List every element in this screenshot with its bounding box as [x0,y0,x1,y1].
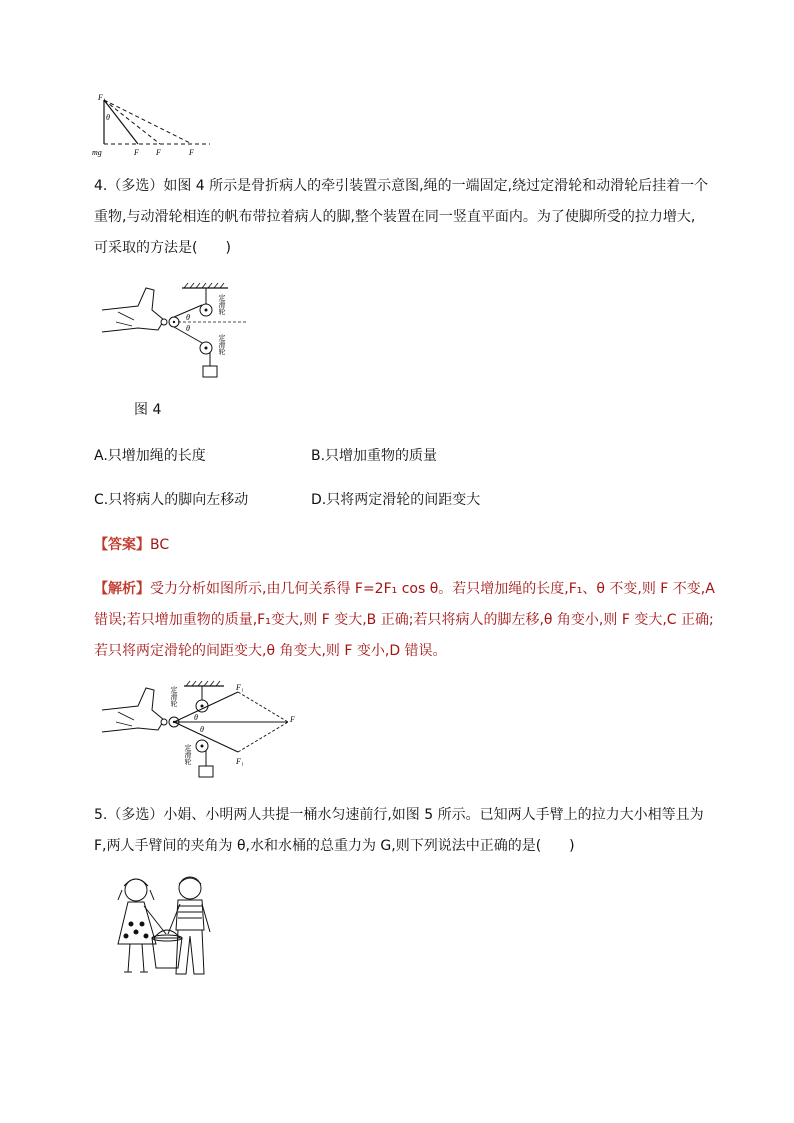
fig2-f: F [290,715,295,724]
option-a: A.只增加绳的长度 [94,448,206,464]
fig2-theta-a: θ [194,713,198,722]
fig4-label-pulley-bottom: 定滑轮 [218,334,226,355]
analysis-tag: 【解析】 [94,581,150,597]
label-theta: θ [106,113,110,122]
analysis-line-3: 若只将两定滑轮的间距变大,θ 角变大,则 F 变小,D 错误。 [94,643,447,659]
analysis-line-2: 错误;若只增加重物的质量,F₁变大,则 F 变大,B 正确;若只将病人的脚左移,θ 角变小,则 F 变大,C 正确; [94,612,714,628]
option-c: C.只将病人的脚向左移动 [94,492,249,508]
force-diagram-top [90,92,220,160]
label-f-c: F [189,148,194,157]
fig2-theta-b: θ [200,725,204,734]
q4-line-2: 重物,与动滑轮相连的帆布带拉着病人的脚,整个装置在同一竖直平面内。为了使脚所受的拉力增大, [94,209,696,225]
analysis-line-1 [94,575,715,603]
answer-tag: 【答案】 [94,537,150,553]
figure-force-analysis [98,680,308,780]
fig4-theta-b: θ [186,324,190,333]
figure-4-traction-device [98,280,268,380]
analysis-text-1: 受力分析如图所示,由几何关系得 F=2F₁ cos θ。若只增加绳的长度,F₁、θ 不变,则 F 不变,A [150,581,715,597]
q4-line-3: 可采取的方法是( ) [94,240,231,256]
option-b: B.只增加重物的质量 [311,448,438,464]
fig2-f1-top: F₁ [236,683,244,692]
answer-line [94,531,169,559]
fig2-label-pulley-top: 定滑轮 [170,686,178,707]
option-d: D.只将两定滑轮的间距变大 [311,492,481,508]
figure-5-children-bucket [110,872,230,987]
q5-line-2: F,两人手臂间的夹角为 θ,水和水桶的总重力为 G,则下列说法中正确的是( ) [94,838,575,854]
label-f-a: F [134,148,139,157]
label-mg: mg [92,148,102,157]
fig2-label-pulley-bottom: 定滑轮 [184,744,192,765]
label-f1: F₁ [98,93,106,102]
answer-value: BC [150,537,170,553]
q4-line-1: 4.（多选）如图 4 所示是骨折病人的牵引装置示意图,绳的一端固定,绕过定滑轮和动滑轮后挂着一个 [94,178,709,194]
fig2-f1-bottom: F₁ [236,757,244,766]
fig4-label-pulley-top: 定滑轮 [218,294,226,315]
figure-4-caption: 图 4 [134,402,162,418]
label-f-b: F [156,148,161,157]
fig4-theta-a: θ [186,313,190,322]
q5-line-1: 5.（多选）小娟、小明两人共提一桶水匀速前行,如图 5 所示。已知两人手臂上的拉力大小相等且为 [94,807,704,823]
